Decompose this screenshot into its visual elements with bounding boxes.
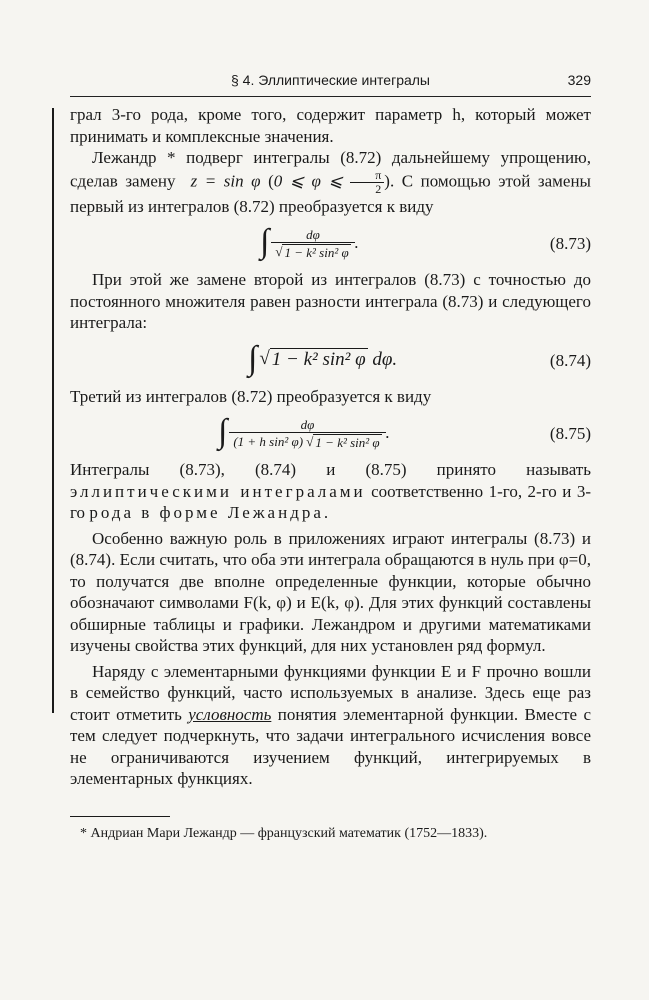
substitution: z = sin φ <box>190 170 261 190</box>
running-title: § 4. Эллиптические интегралы <box>230 72 430 88</box>
margin-bar <box>52 108 54 713</box>
footnote: * Андриан Мари Лежандр — французский математик (1752—1833). <box>80 825 488 841</box>
formula-8-75: ∫ dφ (1 + h sin² φ) √ 1 − k² sin² φ . (8.75) <box>218 413 591 450</box>
header-rule <box>70 96 591 97</box>
paragraph-2: Лежандр * подверг интегралы (8.72) дальнейшему упрощению, сделав замену z = sin φ (0 ⩽ φ ⩽ $\frac{\pi}{2}$ ). С помощью этой замены первый из интегралов (8.72) преобразуется к виду <box>70 148 591 216</box>
footnote-rule <box>70 816 170 817</box>
page-header <box>70 72 591 94</box>
page-body <box>70 104 591 843</box>
paragraph-7: Наряду с элементарными функциями функции E и F прочно вошли в семейство функций, часто используемых в анализе. Здесь еще раз стоит отметить условность понятия элементарной функции. Вместе с тем следует подчеркнуть, что задачи интегрального исчисления вовсе не ограничиваются изучением функций, интегрируемых в элементарных функциях. <box>70 661 591 788</box>
emphasis-spaced: эллиптическими интегралами <box>70 481 366 501</box>
paragraph-4: Третий из интегралов (8.72) преобразуется к виду <box>70 386 432 406</box>
formula-8-74: ∫ √ 1 − k² sin² φ dφ. (8.74) <box>248 339 591 377</box>
pi-over-two: $\frac{\pi}{2}$ <box>350 169 384 196</box>
paragraph-5: Интегралы (8.73), (8.74) и (8.75) принято называть эллиптическими интегралами соответственно 1-го, 2-го и 3-го рода в форме Лежандра. <box>70 460 591 522</box>
integral-sign: ∫ <box>218 413 228 450</box>
paragraph-6: Особенно важную роль в приложениях играют интегралы (8.73) и (8.74). Если считать, что оба эти интеграла обращаются в нуль при φ=0, то получатся две вполне определенные функции, которые обычно обозначают символами F(k, φ) и E(k, φ). Для этих функций составлены обширные таблицы и графики. Лежандром и другими математиками изучены свойства этих функций, для них установлен ряд формул. <box>70 528 592 655</box>
integral-sign: ∫ <box>260 223 270 260</box>
page-number: 329 <box>567 72 591 88</box>
emphasis-spaced: рода в форме Лежандра. <box>89 503 332 522</box>
equation-number: (8.73) <box>549 234 591 253</box>
equation-number: (8.74) <box>549 350 591 370</box>
formula-8-73: ∫ dφ √ 1 − k² sin² φ . (8.73) <box>260 223 591 260</box>
equation-number: (8.75) <box>549 424 591 443</box>
paragraph-3: При этой же замене второй из интегралов (8.73) с точностью до постоянного множителя равен разности интеграла (8.73) и следующего интеграла: <box>70 270 591 332</box>
integral-sign: ∫ <box>248 339 258 377</box>
paragraph-1: грал 3-го рода, кроме того, содержит параметр h, который может принимать и комплексные значения. <box>70 105 591 146</box>
emphasis-underlined: условность <box>188 704 272 724</box>
